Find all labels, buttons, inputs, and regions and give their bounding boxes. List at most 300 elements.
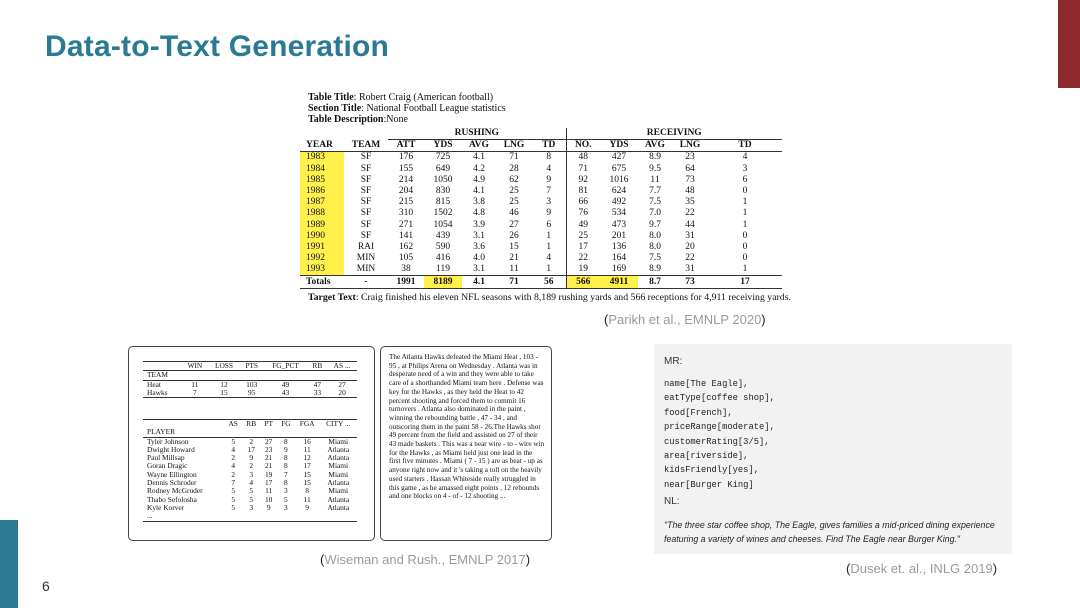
table-cell: 8 — [284, 453, 288, 463]
table-cell: 17 — [708, 276, 782, 288]
table-cell: 566 — [566, 276, 600, 288]
table-cell: 4 — [249, 478, 254, 488]
table-cell: 73 — [672, 276, 708, 288]
table-row — [143, 389, 357, 398]
table-cell: 8 — [284, 436, 288, 446]
table-cell: 15 — [303, 478, 311, 488]
table-cell: 47 — [313, 379, 322, 389]
table-cell: 17 — [247, 444, 255, 454]
column-header: FG — [277, 420, 295, 429]
table-cell: Hawks — [143, 389, 181, 398]
table-cell: 3 — [284, 486, 288, 496]
totto-figure — [300, 90, 791, 308]
table-cell: 201 — [611, 230, 627, 241]
column-header: YDS — [424, 140, 462, 152]
table-cell: 8 — [284, 478, 288, 488]
table-cell: 3.8 — [473, 197, 485, 208]
table-row — [300, 175, 782, 186]
table-cell: 1984 — [300, 164, 344, 175]
accent-bar-bottom — [0, 520, 18, 608]
table-cell: 1 — [546, 264, 552, 275]
table-row — [300, 186, 782, 197]
table-cell: Atlanta — [327, 444, 350, 454]
table-cell: 1 — [742, 219, 748, 230]
table-cell: 4 — [546, 253, 552, 264]
table-cell: 48 — [685, 186, 695, 197]
column-header: TEAM — [344, 140, 388, 152]
mr-attribute-line: priceRange[moderate], — [664, 422, 775, 433]
table-cell: 33 — [307, 389, 327, 398]
table-cell: 27 — [264, 436, 273, 446]
table-cell: 76 — [566, 208, 600, 219]
table-cell: Atlanta — [327, 478, 350, 488]
table-cell: Dennis Schroder — [147, 478, 197, 488]
table-cell: 4 — [546, 163, 552, 174]
mr-attribute-line: near[Burger King] — [664, 479, 754, 490]
table-cell: Kyle Korver — [147, 502, 185, 512]
table-cell: 1993 — [300, 264, 344, 276]
table-cell: 31 — [685, 264, 695, 275]
column-header: RB — [242, 420, 260, 429]
table-cell: 21 — [509, 253, 519, 264]
table-cell: 22 — [685, 208, 695, 219]
table-cell: 27 — [509, 219, 519, 230]
receiving-group-header: RECEIVING — [566, 128, 782, 140]
table-cell: 22 — [685, 253, 695, 264]
table-cell: SF — [360, 219, 372, 230]
table-cell: 1 — [546, 241, 552, 252]
table-cell: 7.5 — [649, 253, 661, 264]
table-cell: 43 — [264, 389, 308, 398]
table-cell: 0 — [742, 253, 748, 264]
table-cell: 8.9 — [649, 152, 661, 163]
table-cell: 71 — [566, 164, 600, 175]
table-cell: 11 — [303, 444, 311, 454]
table-cell: Thabo Sefolosha — [147, 494, 197, 504]
table-cell: 3.9 — [473, 219, 485, 230]
column-header: NO. — [566, 140, 600, 152]
table-row — [300, 264, 782, 276]
table-cell: 28 — [509, 163, 519, 174]
table-cell: 15 — [208, 389, 240, 398]
table-cell: 1054 — [433, 219, 453, 230]
table-cell: 2 — [231, 453, 236, 463]
table-cell: 7.0 — [649, 208, 661, 219]
nl-reference-text: "The three star coffee shop, The Eagle, gives families a mid-priced dining experience featuring a variety of wines and cheeses. Find The Eagle near Burger King." — [664, 520, 995, 544]
table-cell: 1 — [742, 208, 748, 219]
table-cell: 8.9 — [649, 264, 661, 275]
table-cell: 56 — [532, 276, 566, 288]
table-cell: 4 — [231, 444, 236, 454]
table-cell: 725 — [435, 152, 451, 163]
table-cell: 73 — [685, 174, 695, 185]
player-table — [143, 419, 357, 522]
table-cell: 25 — [509, 186, 519, 197]
table-cell: 4911 — [600, 276, 638, 288]
table-cell: 9 — [266, 502, 271, 512]
table-cell: 1 — [742, 197, 748, 208]
column-header: FGA — [295, 420, 320, 429]
table-cell: 439 — [435, 230, 451, 241]
table-cell: 1502 — [433, 208, 453, 219]
table-cell: 105 — [398, 253, 414, 264]
table-cell: Wayne Ellington — [147, 469, 197, 479]
target-text-label: Target Text — [308, 292, 356, 303]
table-cell: MIN — [356, 253, 376, 264]
slide-title: Data-to-Text Generation — [45, 30, 390, 63]
table-cell: 119 — [436, 264, 450, 275]
table-cell: SF — [360, 186, 372, 197]
column-header: AVG — [462, 140, 496, 152]
table-row — [300, 164, 782, 175]
table-cell: 4.1 — [473, 186, 485, 197]
table-cell: - — [344, 276, 388, 288]
accent-bar-top — [1058, 0, 1080, 88]
table-cell: Atlanta — [327, 453, 350, 463]
mr-attribute-line: customerRating[3/5], — [664, 436, 770, 447]
table-title-value: : Robert Craig (American football) — [353, 92, 494, 103]
table-cell: 7 — [546, 186, 552, 197]
mr-attribute-line: area[riverside], — [664, 451, 749, 462]
mr-attribute-line: kidsFriendly[yes], — [664, 465, 760, 476]
table-cell: 21 — [264, 461, 273, 471]
table-cell: 17 — [566, 242, 600, 253]
table-cell: SF — [360, 174, 372, 185]
e2e-citation: (Dusek et. al., INLG 2019) — [846, 561, 998, 576]
table-cell: Dwight Howard — [147, 444, 195, 454]
table-cell: Tyler Johnson — [147, 436, 189, 446]
table-cell: 5 — [231, 494, 236, 504]
box-score-panel — [128, 346, 375, 541]
table-cell: 9 — [249, 453, 254, 463]
table-cell: 17 — [264, 478, 273, 488]
table-cell: 8 — [284, 461, 288, 471]
table-cell: 136 — [611, 241, 627, 252]
target-text-value: : Craig finished his eleven NFL seasons with 8,189 rushing yards and 566 receptions for 4,911 receiving yards. — [355, 292, 791, 303]
table-cell: 103 — [246, 379, 258, 389]
table-cell: 4.0 — [473, 253, 485, 264]
nl-label: NL: — [664, 496, 680, 507]
table-cell: 815 — [435, 197, 451, 208]
table-cell: 1987 — [300, 197, 344, 208]
table-cell: 164 — [611, 253, 627, 264]
table-cell: 10 — [264, 494, 273, 504]
table-cell: 215 — [398, 197, 414, 208]
table-cell: 1985 — [300, 175, 344, 186]
table-cell: 9.5 — [649, 163, 661, 174]
table-cell: 3.1 — [473, 230, 485, 241]
table-cell: 48 — [566, 152, 600, 164]
table-cell: 81 — [566, 186, 600, 197]
table-cell: 11 — [191, 379, 199, 389]
table-cell: 19 — [264, 469, 273, 479]
column-header: YDS — [600, 140, 638, 152]
table-cell: 44 — [685, 219, 695, 230]
table-cell: Atlanta — [327, 502, 350, 512]
table-cell: Miami — [328, 486, 349, 496]
table-cell: 11 — [265, 486, 273, 496]
table-cell: 7 — [284, 469, 288, 479]
table-cell: RAI — [357, 241, 375, 252]
table-cell: 214 — [398, 174, 414, 185]
column-header: YEAR — [300, 140, 344, 152]
table-cell: 25 — [509, 197, 519, 208]
table-cell: 2 — [231, 469, 236, 479]
meaning-representation — [664, 377, 775, 492]
rotowire-figure — [128, 346, 552, 541]
column-header: CITY ... — [320, 420, 357, 429]
table-cell: 4.8 — [473, 208, 485, 219]
column-header: TD — [532, 140, 566, 152]
table-cell: SF — [360, 230, 372, 241]
table-cell: 5 — [231, 436, 236, 446]
table-cell: 92 — [566, 175, 600, 186]
table-cell: 3 — [284, 502, 288, 512]
column-header: LOSS — [208, 362, 240, 371]
table-cell: 1991 — [388, 276, 424, 288]
table-cell: Goran Dragic — [147, 461, 188, 471]
table-cell: 15 — [303, 469, 311, 479]
table-cell: 20 — [685, 241, 695, 252]
stats-table — [300, 128, 782, 289]
table-cell: 5 — [231, 486, 236, 496]
table-cell: 27 — [338, 379, 346, 389]
table-cell: 9.7 — [649, 219, 661, 230]
table-row — [300, 242, 782, 253]
e2e-figure — [654, 344, 1012, 554]
table-cell: 1983 — [300, 152, 344, 164]
table-cell: SF — [360, 152, 372, 163]
table-cell: 473 — [611, 219, 627, 230]
mr-label: MR: — [664, 356, 683, 367]
table-cell: 4.1 — [462, 276, 496, 288]
column-header: TD — [708, 140, 782, 152]
table-cell: 624 — [611, 186, 627, 197]
table-cell: 5 — [284, 494, 288, 504]
table-cell: 64 — [685, 163, 695, 174]
team-table — [143, 361, 357, 398]
table-cell: 3.1 — [473, 264, 485, 275]
table-cell: 12 — [220, 379, 228, 389]
table-cell: 0 — [742, 186, 748, 197]
table-cell: 1050 — [433, 174, 453, 185]
table-cell: 176 — [398, 152, 414, 163]
table-row — [300, 220, 782, 231]
table-cell: 155 — [398, 163, 414, 174]
table-cell: 1990 — [300, 231, 344, 242]
page-number: 6 — [42, 578, 50, 594]
table-cell: 6 — [546, 219, 552, 230]
column-header: RB — [307, 362, 327, 371]
column-header: ATT — [388, 140, 424, 152]
table-row — [300, 253, 782, 264]
table-title-label: Table Title — [308, 92, 354, 103]
table-cell: 1 — [546, 230, 552, 241]
column-header: WIN — [181, 362, 208, 371]
table-cell: 675 — [611, 163, 627, 174]
table-cell: 3 — [249, 469, 254, 479]
table-cell: 427 — [611, 152, 627, 163]
table-cell: 19 — [566, 264, 600, 276]
table-cell: Totals — [300, 276, 344, 288]
table-cell: 95 — [240, 389, 264, 398]
table-cell: 830 — [435, 186, 451, 197]
table-cell: 4.9 — [473, 174, 485, 185]
table-cell: 162 — [398, 241, 414, 252]
column-header: AS — [224, 420, 242, 429]
table-cell: 590 — [435, 241, 451, 252]
player-label: PLAYER — [143, 428, 224, 437]
column-header: FG_PCT — [264, 362, 308, 371]
table-cell: 25 — [566, 231, 600, 242]
table-cell: 11 — [509, 264, 519, 275]
table-cell: 4 — [742, 152, 748, 163]
table-row — [300, 231, 782, 242]
table-cell: 492 — [611, 197, 627, 208]
table-description-label: Table Description — [308, 114, 384, 125]
totals-row — [300, 276, 782, 288]
table-cell: 17 — [303, 461, 311, 471]
table-cell: 11 — [650, 174, 660, 185]
table-cell: 1016 — [609, 174, 629, 185]
table-cell: 5 — [249, 486, 254, 496]
table-cell: 71 — [509, 152, 519, 163]
table-cell: 46 — [509, 208, 519, 219]
table-cell: 7.5 — [649, 197, 661, 208]
table-cell: 23 — [685, 152, 695, 163]
table-cell: 8.0 — [649, 230, 661, 241]
table-cell: 20 — [327, 389, 357, 398]
table-cell: 7 — [181, 389, 208, 398]
table-cell: 534 — [611, 208, 627, 219]
table-cell: 4.2 — [473, 163, 485, 174]
table-cell: 23 — [264, 444, 273, 454]
table-cell: 4.1 — [473, 152, 485, 163]
table-cell: 9 — [546, 208, 552, 219]
table-cell: 0 — [742, 241, 748, 252]
table-metadata — [300, 90, 782, 125]
table-cell: SF — [360, 197, 372, 208]
table-cell: 416 — [435, 253, 451, 264]
table-cell: 16 — [303, 436, 311, 446]
table-cell: SF — [360, 208, 372, 219]
table-cell: 38 — [401, 264, 411, 275]
table-cell: 0 — [742, 230, 748, 241]
table-cell: 2 — [249, 461, 254, 471]
table-cell: 31 — [685, 230, 695, 241]
table-cell: Paul Millsap — [147, 453, 185, 463]
table-cell: Miami — [328, 436, 349, 446]
column-header: LNG — [496, 140, 532, 152]
table-cell: 1992 — [300, 253, 344, 264]
table-cell: 11 — [303, 494, 311, 504]
table-row — [300, 208, 782, 219]
rotowire-citation: (Wiseman and Rush., EMNLP 2017) — [320, 552, 531, 567]
more-rows-ellipsis: ... — [143, 512, 357, 521]
summary-panel — [380, 346, 552, 541]
table-cell: 310 — [398, 208, 414, 219]
column-header: PTS — [240, 362, 264, 371]
game-summary-text: The Atlanta Hawks defeated the Miami Heat , 103 - 95 , at Philips Arena on Wednesday . Atlanta was in desperate need of a win and they were able to take care of a shorthanded Miami team here . Defense was key for the Hawks , as they held the Heat to 42 percent shooting and forced them to commit 16 turnovers . Atlanta also dominated in the paint , winning the rebounding battle , 47 - 34 , and outscoring them in the paint 58 - 26.The Hawks shot 49 percent from the field and assisted on 27 of their 43 made baskets . This was a near wire - to - wire win for the Hawks , as Miami held just one lead in the first five minutes . Miami ( 7 - 15 ) are as beat - up as anyone right now and it 's taking a toll on the heavily used starters . Hassan Whiteside really struggled in this game , as he amassed eight points , 12 rebounds and one blocks on 4 - of - 12 shooting ... — [389, 353, 545, 501]
table-cell: Heat — [147, 379, 161, 389]
team-label: TEAM — [143, 371, 181, 380]
table-cell: 21 — [264, 453, 273, 463]
table-row — [143, 504, 357, 512]
table-cell: 62 — [509, 174, 519, 185]
table-cell: 12 — [303, 453, 311, 463]
table-cell: 2 — [249, 436, 254, 446]
table-cell: 8 — [546, 152, 552, 163]
table-row — [143, 512, 357, 521]
totto-citation: (Parikh et al., EMNLP 2020) — [604, 312, 766, 327]
table-cell: 1988 — [300, 208, 344, 219]
column-header: AVG — [638, 140, 672, 152]
table-cell: 8 — [305, 486, 309, 496]
mr-attribute-line: eatType[coffee shop], — [664, 393, 775, 404]
column-header: AS ... — [327, 362, 357, 371]
column-header: PT — [260, 420, 277, 429]
table-cell: 1986 — [300, 186, 344, 197]
stats-header-row — [300, 140, 782, 152]
table-cell: 3 — [742, 163, 748, 174]
table-cell: 8.7 — [638, 276, 672, 288]
table-cell: 5 — [249, 494, 254, 504]
table-cell: 26 — [509, 230, 519, 241]
table-row — [300, 197, 782, 208]
table-cell: 35 — [685, 197, 695, 208]
table-cell: 649 — [435, 163, 451, 174]
mr-attribute-line: name[The Eagle], — [664, 379, 749, 389]
table-cell: 271 — [398, 219, 414, 230]
table-cell: 204 — [398, 186, 414, 197]
table-cell: 3 — [249, 502, 254, 512]
table-cell: 4 — [231, 461, 236, 471]
table-cell: 3.6 — [473, 241, 485, 252]
table-cell: 7.7 — [649, 186, 661, 197]
target-text — [308, 292, 791, 303]
mr-attribute-line: food[French], — [664, 407, 733, 418]
table-cell: 49 — [566, 220, 600, 231]
rushing-group-header: RUSHING — [388, 128, 566, 140]
table-cell: Miami — [328, 469, 349, 479]
table-cell: SF — [360, 163, 372, 174]
table-cell: 22 — [566, 253, 600, 264]
section-title-label: Section Title — [308, 103, 362, 114]
table-cell: 3 — [546, 197, 552, 208]
table-cell: Atlanta — [327, 494, 350, 504]
table-cell: 6 — [742, 174, 748, 185]
table-cell: 169 — [611, 264, 627, 275]
table-cell: 66 — [566, 197, 600, 208]
column-header: LNG — [672, 140, 708, 152]
table-cell: 9 — [305, 502, 309, 512]
table-cell: 15 — [509, 241, 519, 252]
table-cell: Rodney McGruder — [147, 486, 203, 496]
table-cell: 9 — [546, 174, 552, 185]
table-cell: Miami — [328, 461, 349, 471]
table-cell: 49 — [281, 379, 290, 389]
table-cell: 8.0 — [649, 241, 661, 252]
table-cell: 1989 — [300, 220, 344, 231]
table-row — [300, 152, 782, 164]
table-cell: 9 — [284, 444, 288, 454]
table-cell: 141 — [398, 230, 414, 241]
table-cell: 8189 — [424, 276, 462, 288]
section-title-value: : National Football League statistics — [361, 103, 506, 114]
table-cell: 71 — [496, 276, 532, 288]
table-cell: 1 — [742, 264, 748, 275]
table-cell: 5 — [231, 502, 236, 512]
